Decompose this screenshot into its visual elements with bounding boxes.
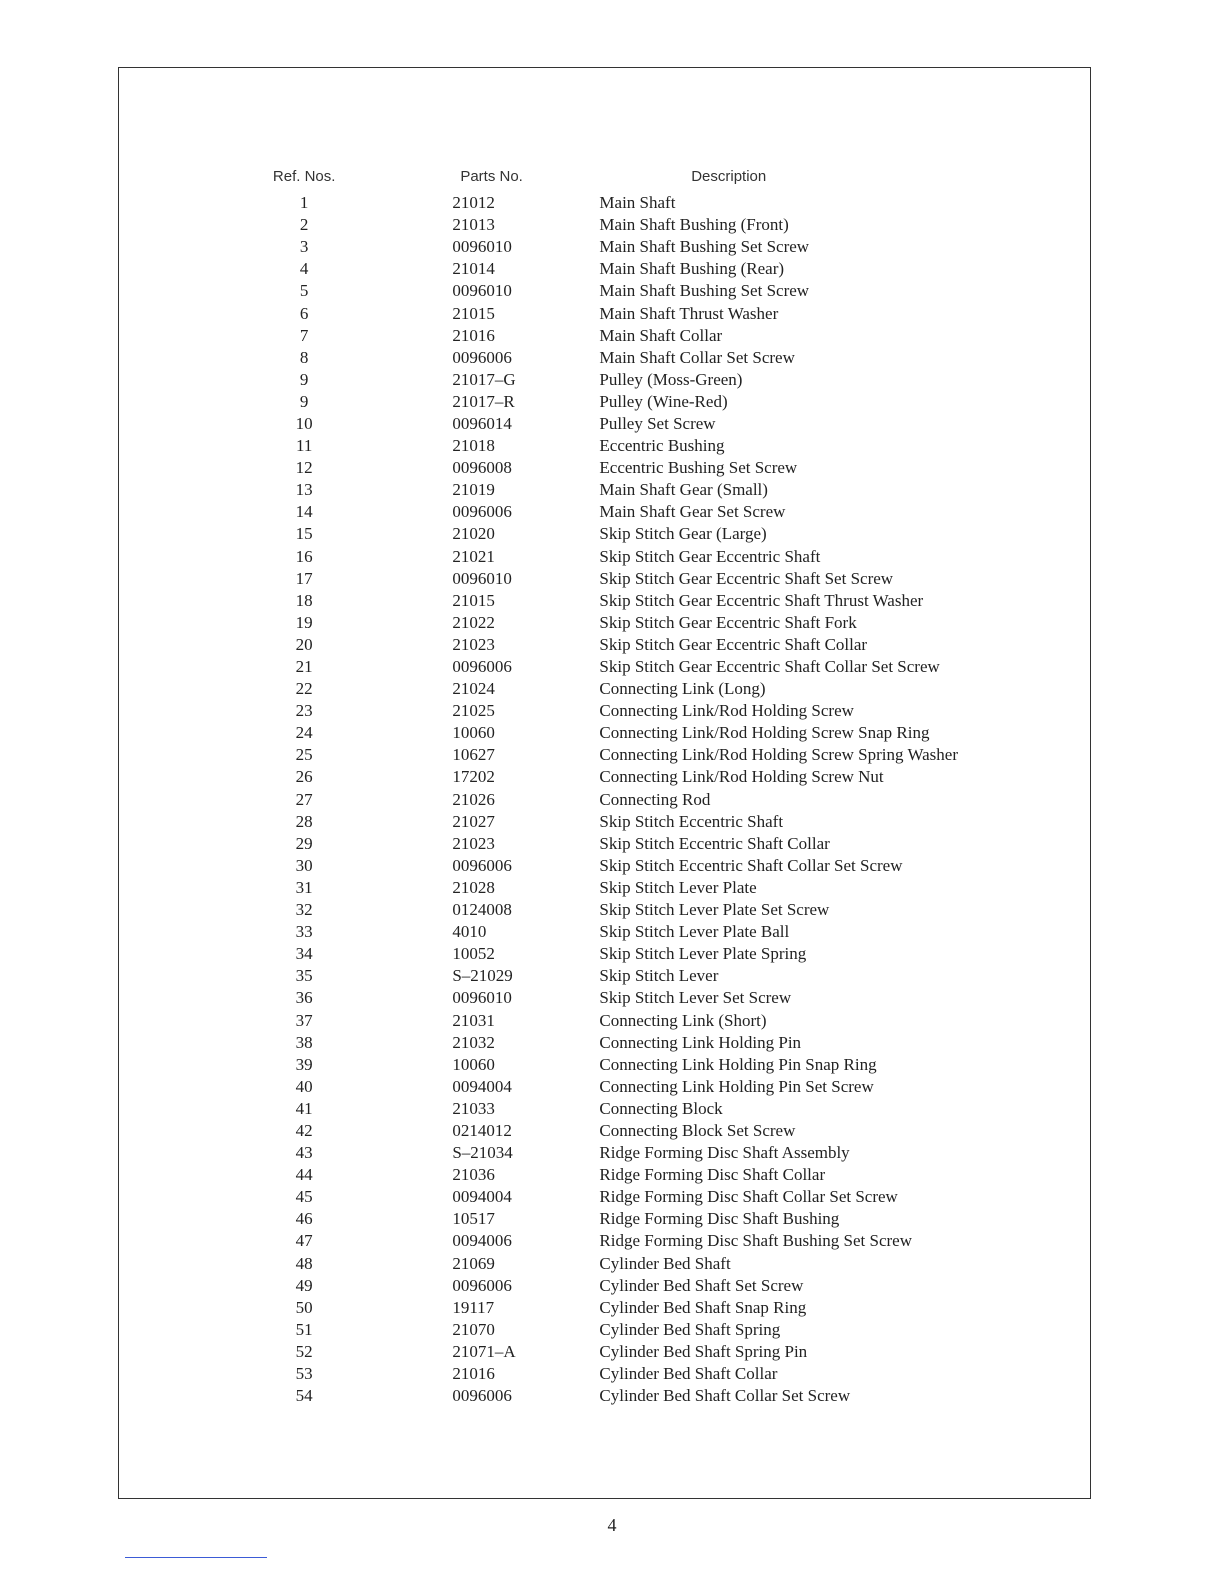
table-row [258,457,958,479]
part-no-cell: 21023 [452,833,495,853]
table-row [258,347,958,369]
table-row [258,700,958,722]
table-row [258,766,958,788]
ref-no-cell: 27 [295,789,313,809]
part-no-cell: 10517 [452,1209,495,1229]
part-no-cell: 21016 [452,325,495,345]
ref-no-cell: 7 [299,325,309,345]
part-no-cell: 21020 [452,524,495,544]
table-row [258,1054,958,1076]
table-row [258,1253,958,1275]
description-cell: Ridge Forming Disc Shaft Bushing [599,1209,840,1229]
part-no-cell: 0096006 [452,347,512,367]
table-row [258,612,958,634]
table-row [258,192,958,214]
part-no-cell: 21070 [452,1319,495,1339]
table-row [258,789,958,811]
part-no-cell: 21032 [452,1032,495,1052]
table-row [258,833,958,855]
ref-no-cell: 24 [295,723,313,743]
description-cell: Cylinder Bed Shaft [599,1253,731,1273]
ref-no-cell: 28 [295,811,313,831]
table-row [258,877,958,899]
ref-no-cell: 41 [295,1098,313,1118]
part-no-cell: 21023 [452,634,495,654]
parts-table [258,160,958,1407]
table-row [258,965,958,987]
description-cell: Ridge Forming Disc Shaft Collar [599,1165,826,1185]
description-cell: Cylinder Bed Shaft Set Screw [599,1275,804,1295]
description-cell: Skip Stitch Gear Eccentric Shaft Set Screw [599,568,894,588]
part-no-cell: 0094004 [452,1187,512,1207]
part-no-cell: 21071–A [452,1341,516,1361]
description-cell: Skip Stitch Lever Plate [599,877,757,897]
part-no-cell: 21027 [452,811,495,831]
ref-no-cell: 52 [295,1341,313,1361]
part-no-cell: S–21029 [452,966,513,986]
description-cell: Main Shaft Thrust Washer [599,303,779,323]
table-row [258,1385,958,1407]
table-row [258,656,958,678]
description-cell: Connecting Link/Rod Holding Screw [599,701,854,721]
description-cell: Ridge Forming Disc Shaft Collar Set Screw [599,1187,898,1207]
description-cell: Main Shaft Gear Set Screw [599,502,786,522]
table-row [258,391,958,413]
description-cell: Skip Stitch Lever Set Screw [599,988,792,1008]
description-cell: Connecting Block [599,1098,723,1118]
part-no-cell: 10052 [452,944,495,964]
ref-no-cell: 42 [295,1120,313,1140]
ref-no-cell: 38 [295,1032,313,1052]
ref-no-cell: 16 [295,546,313,566]
part-no-cell: 0096006 [452,1386,512,1406]
description-cell: Skip Stitch Eccentric Shaft [599,811,784,831]
ref-no-cell: 35 [295,966,313,986]
table-row [258,1319,958,1341]
ref-no-cell: 44 [295,1165,313,1185]
part-no-cell: 0096006 [452,502,512,522]
table-row [258,811,958,833]
table-row [258,1009,958,1031]
part-no-cell: 0094006 [452,1231,512,1251]
ref-no-cell: 37 [295,1010,313,1030]
description-cell: Connecting Link Holding Pin [599,1032,802,1052]
part-no-cell: 21015 [452,590,495,610]
table-row [258,678,958,700]
ref-no-cell: 20 [295,634,313,654]
description-cell: Ridge Forming Disc Shaft Assembly [599,1143,850,1163]
description-cell: Connecting Block Set Screw [599,1120,796,1140]
part-no-cell: 21021 [452,546,495,566]
table-row [258,258,958,280]
header-description: Description [691,167,767,185]
table-row [258,987,958,1009]
ref-no-cell: 14 [295,502,313,522]
table-row [258,236,958,258]
part-no-cell: 0096006 [452,657,512,677]
ref-no-cell: 15 [295,524,313,544]
parts-table-body [258,192,958,1407]
table-row [258,302,958,324]
table-row [258,479,958,501]
table-header-row [258,160,958,192]
description-cell: Skip Stitch Lever Plate Set Screw [599,900,830,920]
ref-no-cell: 54 [295,1386,313,1406]
description-cell: Eccentric Bushing Set Screw [599,458,798,478]
page-number: 4 [607,1515,617,1535]
table-row [258,369,958,391]
table-row [258,722,958,744]
part-no-cell: 10627 [452,745,495,765]
table-row [258,744,958,766]
part-no-cell: 0124008 [452,900,512,920]
part-no-cell: S–21034 [452,1143,513,1163]
description-cell: Skip Stitch Gear Eccentric Shaft Collar Set Screw [599,657,940,677]
description-cell: Skip Stitch Lever [599,966,719,986]
description-cell: Main Shaft Bushing Set Screw [599,281,810,301]
part-no-cell: 21022 [452,612,495,632]
part-no-cell: 10060 [452,723,495,743]
part-no-cell: 21024 [452,679,495,699]
ref-no-cell: 29 [295,833,313,853]
part-no-cell: 21028 [452,877,495,897]
table-row [258,1076,958,1098]
description-cell: Skip Stitch Eccentric Shaft Collar Set Screw [599,855,903,875]
description-cell: Pulley Set Screw [599,413,716,433]
ref-no-cell: 31 [295,877,313,897]
description-cell: Skip Stitch Gear Eccentric Shaft Thrust Washer [599,590,924,610]
part-no-cell: 0214012 [452,1120,512,1140]
table-row [258,413,958,435]
table-row [258,855,958,877]
ref-no-cell: 18 [295,590,313,610]
description-cell: Skip Stitch Gear (Large) [599,524,767,544]
ref-no-cell: 43 [295,1143,313,1163]
ref-no-cell: 40 [295,1076,313,1096]
part-no-cell: 21015 [452,303,495,323]
table-row [258,590,958,612]
ref-no-cell: 32 [295,900,313,920]
table-row [258,899,958,921]
part-no-cell: 0094004 [452,1076,512,1096]
description-cell: Connecting Link Holding Pin Snap Ring [599,1054,877,1074]
description-cell: Connecting Link/Rod Holding Screw Spring Washer [599,745,958,765]
part-no-cell: 0096006 [452,1275,512,1295]
part-no-cell: 17202 [452,767,495,787]
ref-no-cell: 6 [299,303,309,323]
description-cell: Cylinder Bed Shaft Spring [599,1319,781,1339]
description-cell: Connecting Link (Short) [599,1010,767,1030]
table-row [258,1341,958,1363]
description-cell: Main Shaft Gear (Small) [599,480,768,500]
ref-no-cell: 13 [295,480,313,500]
description-cell: Main Shaft Collar Set Screw [599,347,795,367]
description-cell: Pulley (Moss-Green) [599,369,743,389]
description-cell: Skip Stitch Lever Plate Spring [599,944,807,964]
description-cell: Main Shaft Bushing (Front) [599,215,789,235]
ref-no-cell: 19 [295,612,313,632]
part-no-cell: 0096010 [452,568,512,588]
table-row [258,921,958,943]
ref-no-cell: 23 [295,701,313,721]
description-cell: Connecting Rod [599,789,711,809]
table-row [258,546,958,568]
table-row [258,1142,958,1164]
ref-no-cell: 9 [299,369,309,389]
part-no-cell: 0096010 [452,281,512,301]
description-cell: Cylinder Bed Shaft Collar [599,1364,778,1384]
description-cell: Connecting Link (Long) [599,679,766,699]
table-row [258,568,958,590]
part-no-cell: 21019 [452,480,495,500]
part-no-cell: 10060 [452,1054,495,1074]
description-cell: Skip Stitch Gear Eccentric Shaft Fork [599,612,857,632]
part-no-cell: 0096008 [452,458,512,478]
part-no-cell: 0096010 [452,988,512,1008]
ref-no-cell: 12 [295,458,313,478]
table-row [258,943,958,965]
ref-no-cell: 47 [295,1231,313,1251]
ref-no-cell: 25 [295,745,313,765]
table-row [258,1208,958,1230]
description-cell: Cylinder Bed Shaft Spring Pin [599,1341,808,1361]
description-cell: Eccentric Bushing [599,436,725,456]
ref-no-cell: 48 [295,1253,313,1273]
ref-no-cell: 21 [295,657,313,677]
description-cell: Main Shaft Collar [599,325,723,345]
table-row [258,214,958,236]
part-no-cell: 21017–G [452,369,516,389]
ref-no-cell: 5 [299,281,309,301]
description-cell: Skip Stitch Gear Eccentric Shaft Collar [599,634,868,654]
part-no-cell: 21012 [452,193,495,213]
description-cell: Skip Stitch Gear Eccentric Shaft [599,546,821,566]
ref-no-cell: 2 [299,215,309,235]
description-cell: Cylinder Bed Shaft Snap Ring [599,1297,807,1317]
footnote-rule [125,1557,267,1558]
table-row [258,523,958,545]
ref-no-cell: 34 [295,944,313,964]
ref-no-cell: 45 [295,1187,313,1207]
part-no-cell: 0096006 [452,855,512,875]
table-row [258,634,958,656]
description-cell: Pulley (Wine-Red) [599,391,728,411]
part-no-cell: 21017–R [452,391,515,411]
table-row [258,1186,958,1208]
description-cell: Main Shaft Bushing (Rear) [599,259,785,279]
table-row [258,325,958,347]
header-ref-nos: Ref. Nos. [272,167,336,185]
description-cell: Connecting Link/Rod Holding Screw Nut [599,767,884,787]
ref-no-cell: 39 [295,1054,313,1074]
ref-no-cell: 10 [295,413,313,433]
part-no-cell: 21014 [452,259,495,279]
part-no-cell: 21018 [452,436,495,456]
part-no-cell: 21026 [452,789,495,809]
description-cell: Skip Stitch Eccentric Shaft Collar [599,833,830,853]
part-no-cell: 21031 [452,1010,495,1030]
table-row [258,1164,958,1186]
table-row [258,1098,958,1120]
description-cell: Skip Stitch Lever Plate Ball [599,922,790,942]
part-no-cell: 19117 [452,1297,495,1317]
part-no-cell: 0096014 [452,413,512,433]
description-cell: Main Shaft Bushing Set Screw [599,237,810,257]
table-row [258,280,958,302]
ref-no-cell: 4 [299,259,309,279]
table-row [258,501,958,523]
ref-no-cell: 50 [295,1297,313,1317]
ref-no-cell: 49 [295,1275,313,1295]
part-no-cell: 21033 [452,1098,495,1118]
part-no-cell: 21016 [452,1364,495,1384]
table-row [258,435,958,457]
ref-no-cell: 3 [299,237,309,257]
table-row [258,1120,958,1142]
part-no-cell: 21025 [452,701,495,721]
ref-no-cell: 30 [295,855,313,875]
description-cell: Main Shaft [599,193,676,213]
part-no-cell: 0096010 [452,237,512,257]
ref-no-cell: 46 [295,1209,313,1229]
ref-no-cell: 8 [299,347,309,367]
description-cell: Connecting Link Holding Pin Set Screw [599,1076,874,1096]
table-row [258,1297,958,1319]
header-parts-no: Parts No. [460,167,523,185]
table-row [258,1363,958,1385]
description-cell: Cylinder Bed Shaft Collar Set Screw [599,1386,851,1406]
ref-no-cell: 22 [295,679,313,699]
table-row [258,1032,958,1054]
part-no-cell: 4010 [452,922,487,942]
ref-no-cell: 36 [295,988,313,1008]
ref-no-cell: 33 [295,922,313,942]
ref-no-cell: 9 [299,391,309,411]
part-no-cell: 21036 [452,1165,495,1185]
table-row [258,1275,958,1297]
part-no-cell: 21069 [452,1253,495,1273]
ref-no-cell: 11 [295,436,313,456]
part-no-cell: 21013 [452,215,495,235]
ref-no-cell: 53 [295,1364,313,1384]
table-row [258,1230,958,1252]
ref-no-cell: 1 [299,193,309,213]
ref-no-cell: 26 [295,767,313,787]
description-cell: Connecting Link/Rod Holding Screw Snap Ring [599,723,930,743]
description-cell: Ridge Forming Disc Shaft Bushing Set Screw [599,1231,913,1251]
ref-no-cell: 51 [295,1319,313,1339]
ref-no-cell: 17 [295,568,313,588]
